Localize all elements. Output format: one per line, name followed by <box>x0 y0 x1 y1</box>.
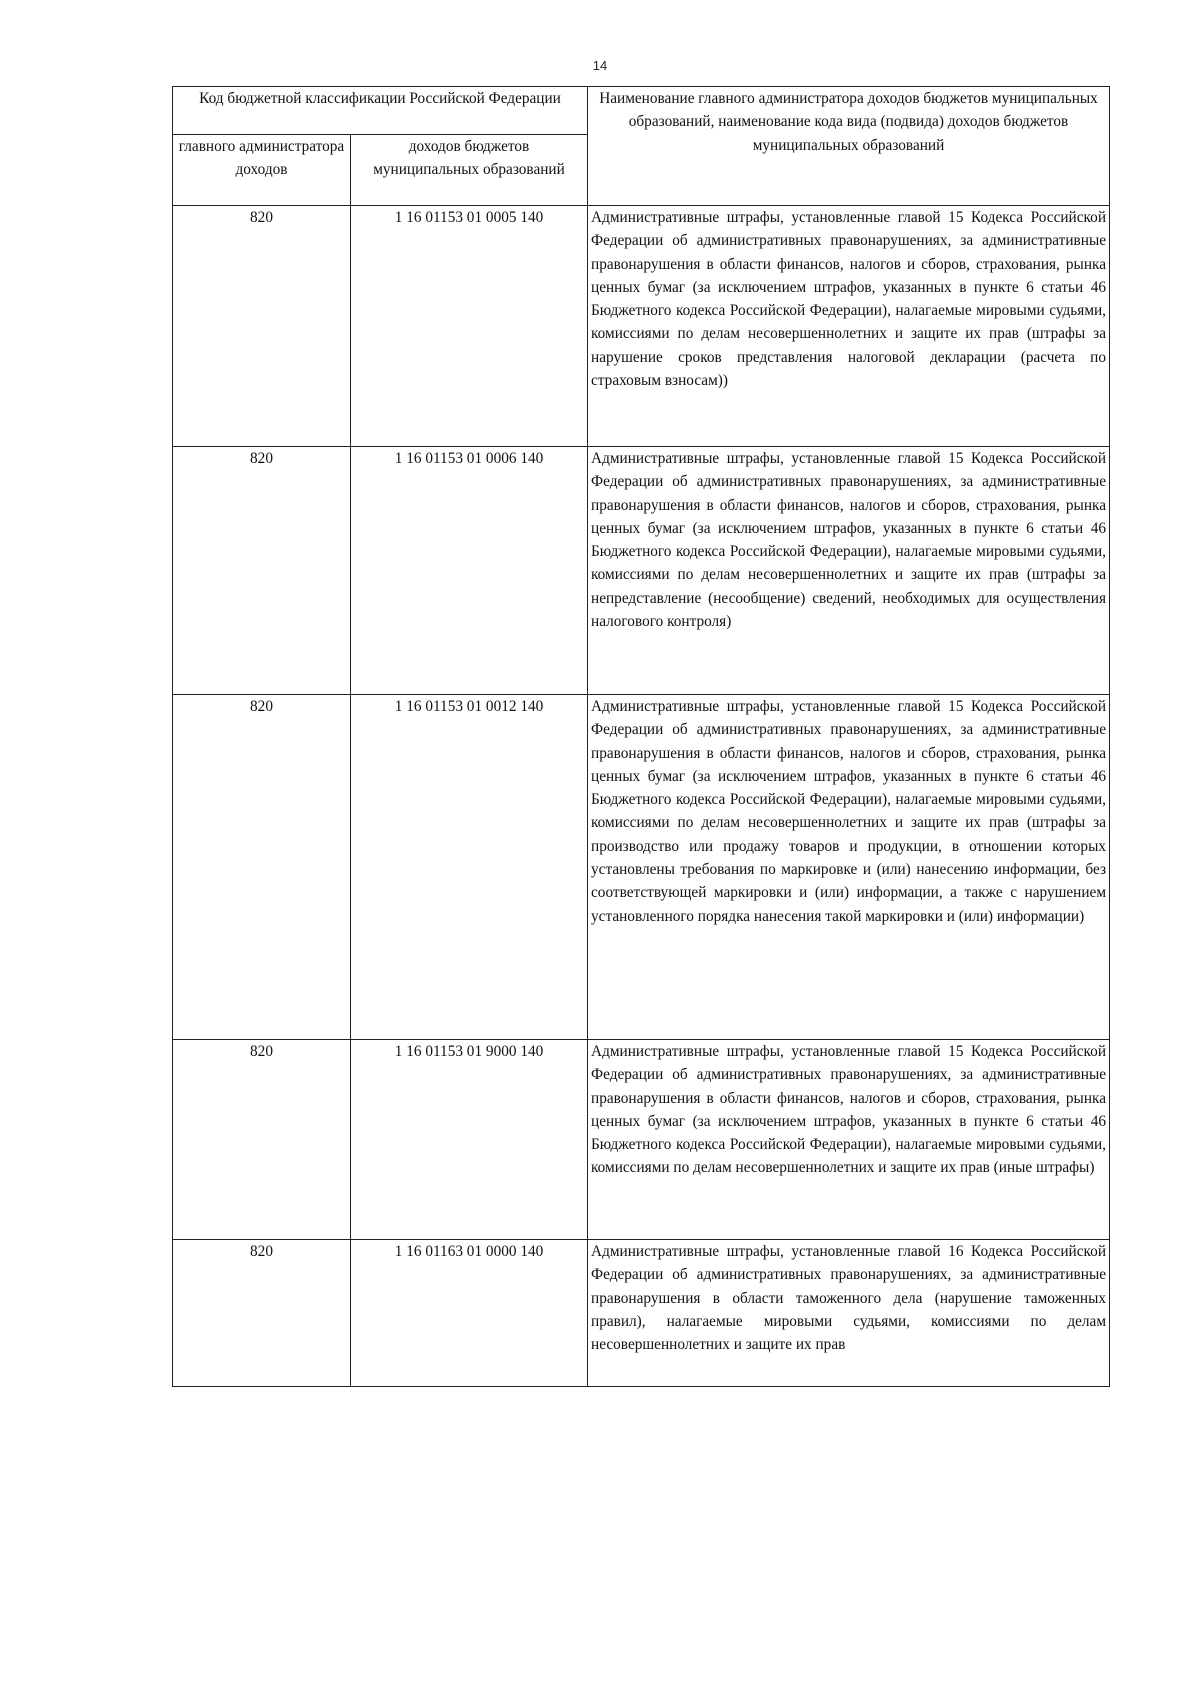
income-code-cell: 1 16 01153 01 9000 140 <box>351 1040 588 1240</box>
admin-code-cell: 820 <box>173 447 351 695</box>
header-row-top <box>173 87 1110 135</box>
admin-code-cell: 820 <box>173 1240 351 1387</box>
income-code-cell: 1 16 01153 01 0006 140 <box>351 447 588 695</box>
description-cell: Административные штрафы, установленные главой 15 Кодекса Российской Федерации об административных правонарушениях, за административные правонарушения в области финансов, налогов и сборов, страхования, рынка ценных бумаг (за исключением штрафов, указанных в пункте 6 статьи 46 Бюджетного кодекса Российской Федерации), налагаемые мировыми судьями, комиссиями по делам несовершеннолетних и защите их прав (штрафы за непредставление (несообщение) сведений, необходимых для осуществления налогового контроля) <box>588 447 1110 695</box>
description-cell: Административные штрафы, установленные главой 16 Кодекса Российской Федерации об административных правонарушениях, за административные правонарушения в области таможенного дела (нарушение таможенных правил), налагаемые мировыми судьями, комиссиями по делам несовершеннолетних и защите их прав <box>588 1240 1110 1387</box>
description-cell: Административные штрафы, установленные главой 15 Кодекса Российской Федерации об административных правонарушениях, за административные правонарушения в области финансов, налогов и сборов, страхования, рынка ценных бумаг (за исключением штрафов, указанных в пункте 6 статьи 46 Бюджетного кодекса Российской Федерации), налагаемые мировыми судьями, комиссиями по делам несовершеннолетних и защите их прав (штрафы за нарушение сроков представления налоговой декларации (расчета по страховым взносам)) <box>588 206 1110 447</box>
table-row <box>173 206 1110 447</box>
header-name-column: Наименование главного администратора доходов бюджетов муниципальных образований, наименование кода вида (подвида) доходов бюджетов муниципальных образований <box>588 87 1110 206</box>
page-number: 14 <box>592 58 608 73</box>
income-code-cell: 1 16 01163 01 0000 140 <box>351 1240 588 1387</box>
header-code-group: Код бюджетной классификации Российской Федерации <box>173 87 588 135</box>
description-cell: Административные штрафы, установленные главой 15 Кодекса Российской Федерации об административных правонарушениях, за административные правонарушения в области финансов, налогов и сборов, страхования, рынка ценных бумаг (за исключением штрафов, указанных в пункте 6 статьи 46 Бюджетного кодекса Российской Федерации), налагаемые мировыми судьями, комиссиями по делам несовершеннолетних и защите их прав (иные штрафы) <box>588 1040 1110 1240</box>
header-income-column: доходов бюджетов муниципальных образований <box>351 135 588 206</box>
table-header <box>173 87 1110 206</box>
table-row <box>173 447 1110 695</box>
description-cell: Административные штрафы, установленные главой 15 Кодекса Российской Федерации об административных правонарушениях, за административные правонарушения в области финансов, налогов и сборов, страхования, рынка ценных бумаг (за исключением штрафов, указанных в пункте 6 статьи 46 Бюджетного кодекса Российской Федерации), налагаемые мировыми судьями, комиссиями по делам несовершеннолетних и защите их прав (штрафы за производство или продажу товаров и продукции, в отношении которых установлены требования по маркировке и (или) нанесению информации, без соответствующей маркировки и (или) информации, а также с нарушением установленного порядка нанесения такой маркировки и (или) информации) <box>588 695 1110 1040</box>
admin-code-cell: 820 <box>173 1040 351 1240</box>
table-row <box>173 695 1110 1040</box>
header-admin-column: главного администратора доходов <box>173 135 351 206</box>
admin-code-cell: 820 <box>173 206 351 447</box>
income-code-cell: 1 16 01153 01 0005 140 <box>351 206 588 447</box>
table-row <box>173 1040 1110 1240</box>
table-row <box>173 1240 1110 1387</box>
table-body <box>173 206 1110 1387</box>
income-code-cell: 1 16 01153 01 0012 140 <box>351 695 588 1040</box>
admin-code-cell: 820 <box>173 695 351 1040</box>
budget-classification-table <box>172 86 1110 1387</box>
